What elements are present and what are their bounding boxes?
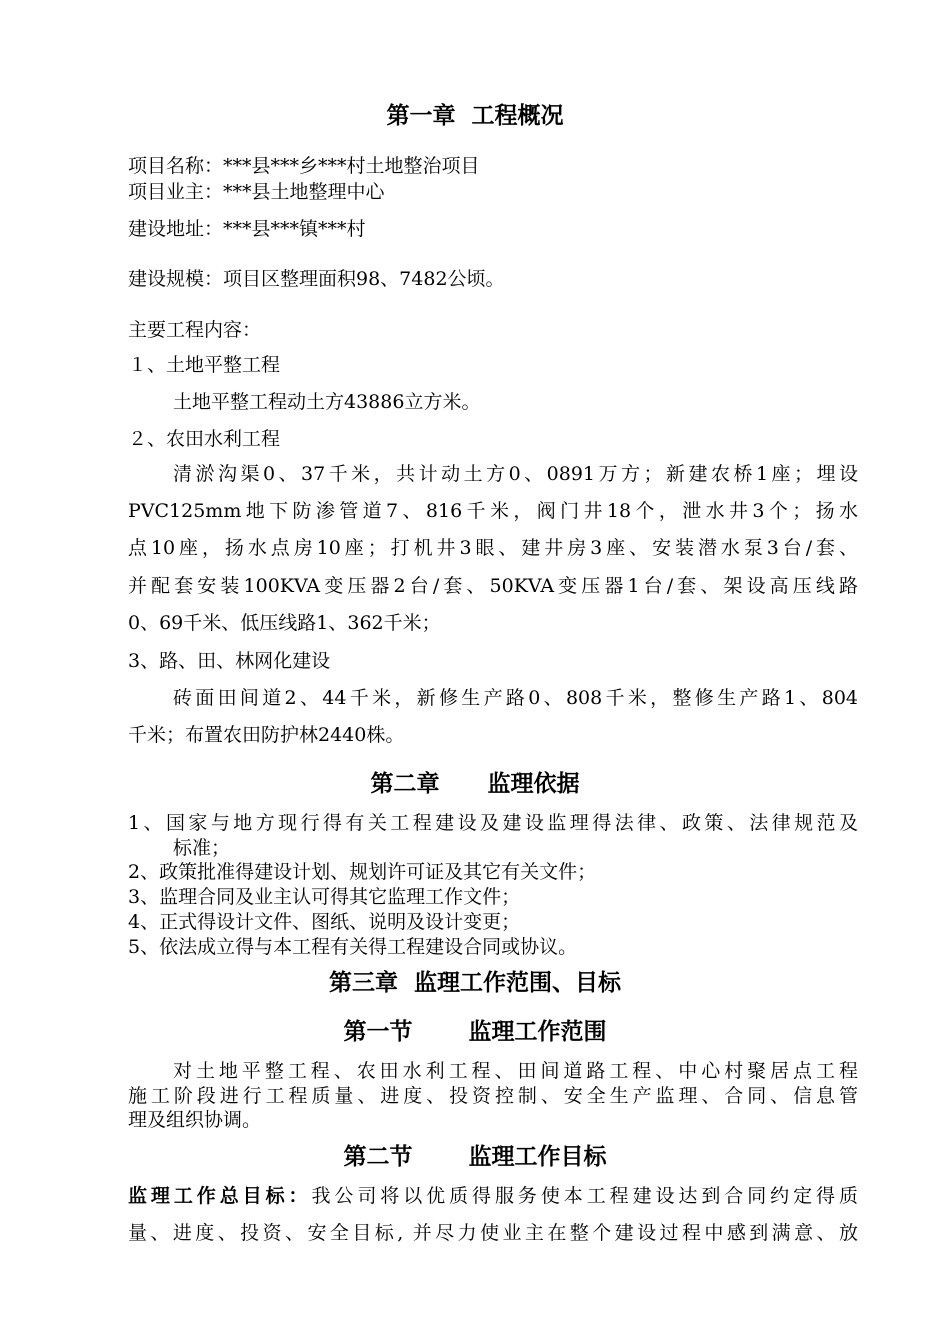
chapter2-title: 第二章 监理依据 (370, 770, 580, 797)
item3-title: 3、路、田、林网化建设 (128, 650, 331, 672)
scope-line: 对土地平整工程、农田水利工程、田间道路工程、中心村聚居点工程 (173, 1060, 858, 1082)
basis-item: 4、正式得设计文件、图纸、说明及设计变更； (128, 911, 521, 933)
goal-paragraph-line2: 量、进度、投资、安全目标, 并尽力使业主在整个建设过程中感到满意、放 (128, 1222, 858, 1244)
basis-item: 3、监理合同及业主认可得其它监理工作文件； (128, 886, 521, 908)
item2-line: 清淤沟渠0、37千米，共计动土方0、0891万方；新建农桥1座；埋设 (173, 463, 858, 485)
goal-text: 我公司将以优质得服务使本工程建设达到合同约定得质 (311, 1185, 858, 1207)
project-name: 项目名称：***县***乡***村土地整治项目 (128, 155, 480, 177)
item2-line: 并配套安装100KVA变压器2台/套、50KVA变压器1台/套、架设高压线路 (128, 575, 858, 597)
chapter3-title: 第三章 监理工作范围、目标 (328, 969, 621, 996)
construction-address: 建设地址：***县***镇***村 (128, 218, 366, 240)
scope-line: 理及组织协调。 (128, 1109, 262, 1131)
basis-item: 5、依法成立得与本工程有关得工程建设合同或协议。 (128, 936, 578, 958)
item2-line: 点10座，扬水点房10座；打机井3眼、建井房3座、安装潜水泵3台/套、 (128, 537, 858, 559)
construction-scale: 建设规模：项目区整理面积98、7482公顷。 (128, 268, 505, 290)
section2-title: 第二节 监理工作目标 (343, 1143, 607, 1170)
section1-title: 第一节 监理工作范围 (343, 1018, 607, 1045)
goal-label: 监理工作总目标： (128, 1185, 312, 1207)
chapter1-title: 第一章 工程概况 (386, 102, 564, 129)
item2-title: ２、农田水利工程 (128, 428, 281, 450)
basis-item: 1、国家与地方现行得有关工程建设及建设监理得法律、政策、法律规范及 (128, 812, 858, 834)
scope-line: 施工阶段进行工程质量、进度、投资控制、安全生产监理、合同、信息管 (128, 1085, 858, 1107)
project-owner: 项目业主：***县土地整理中心 (128, 181, 385, 203)
basis-item: 2、政策批准得建设计划、规划许可证及其它有关文件； (128, 861, 597, 883)
item1-body: 土地平整工程动土方43886立方米。 (173, 391, 481, 413)
item2-line: PVC125mm地下防渗管道7、816千米，阀门井18个，泄水井3个；扬水 (128, 500, 858, 522)
item2-line: 0、69千米、低压线路1、362千米； (128, 612, 441, 634)
goal-paragraph-line1 (128, 1183, 858, 1209)
basis-item-continuation: 标准； (173, 837, 231, 859)
item1-title: １、土地平整工程 (128, 354, 281, 376)
item3-line: 砖面田间道2、44千米，新修生产路0、808千米，整修生产路1、804 (173, 687, 858, 709)
item3-line: 千米；布置农田防护林2440株。 (128, 724, 405, 746)
main-content-label: 主要工程内容： (128, 319, 262, 341)
